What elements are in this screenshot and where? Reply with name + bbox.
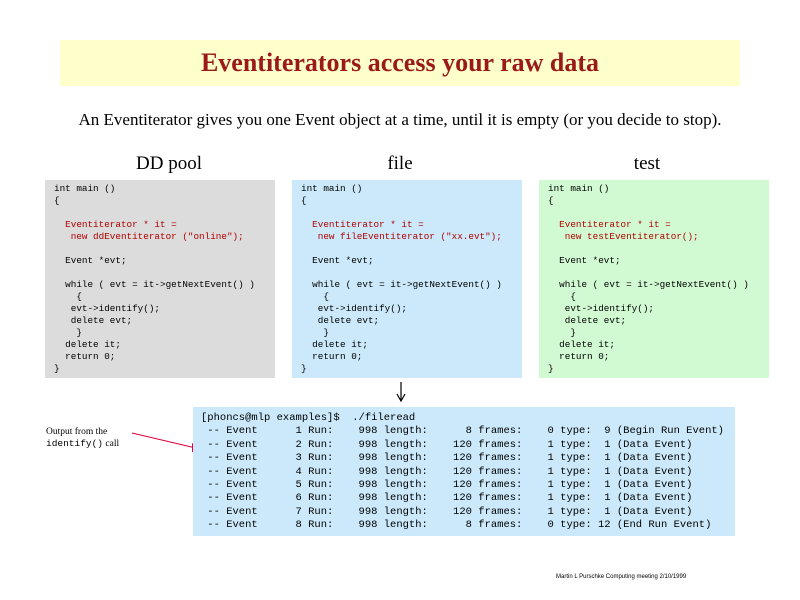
code-block-test — [539, 180, 769, 378]
code-line: int main () — [548, 183, 610, 194]
code-line: } — [548, 363, 554, 374]
code-line — [548, 267, 769, 279]
code-line: delete it; — [54, 339, 121, 350]
code-line: } — [54, 363, 60, 374]
code-line: delete it; — [548, 339, 615, 350]
code-line: } — [301, 363, 307, 374]
terminal-row: -- Event 7 Run: 998 length: 120 frames: 1 type: 1 (Data Event) — [201, 505, 693, 518]
code-line: Event *evt; — [54, 255, 127, 266]
terminal-row: -- Event 2 Run: 998 length: 120 frames: 1 type: 1 (Data Event) — [201, 438, 693, 451]
footer-credit: Martin L Purschke Computing meeting 2/10/1999 — [556, 574, 687, 580]
column-heading-test: test — [633, 153, 661, 174]
code-line — [301, 267, 522, 279]
code-line — [548, 207, 769, 219]
subtitle: An Eventiterator gives you one Event object at a time, until it is empty (or you decide to stop). — [78, 110, 722, 129]
code-line: { — [301, 291, 329, 302]
code-block-dd-pool — [45, 180, 275, 378]
code-line: delete evt; — [548, 315, 627, 326]
code-line: delete evt; — [301, 315, 380, 326]
code-line: return 0; — [54, 351, 116, 362]
code-line: Eventiterator * it = — [54, 219, 177, 230]
code-line: while ( evt = it->getNextEvent() ) — [54, 279, 255, 290]
terminal-output — [193, 407, 735, 536]
code-line: { — [54, 291, 82, 302]
code-line: new ddEventiterator ("online"); — [54, 231, 244, 242]
code-line: evt->identify(); — [54, 303, 161, 314]
column-heading-file: file — [387, 153, 413, 174]
terminal-row: -- Event 4 Run: 998 length: 120 frames: 1 type: 1 (Data Event) — [201, 465, 693, 478]
code-line: delete it; — [301, 339, 368, 350]
code-line: { — [54, 195, 60, 206]
code-line: { — [301, 195, 307, 206]
code-line: { — [548, 195, 554, 206]
code-line — [54, 243, 275, 255]
code-line: } — [54, 327, 82, 338]
code-line: return 0; — [301, 351, 363, 362]
terminal-row: -- Event 1 Run: 998 length: 8 frames: 0 type: 9 (Begin Run Event) — [201, 425, 724, 438]
code-line: } — [548, 327, 576, 338]
code-line: new fileEventiterator ("xx.evt"); — [301, 231, 502, 242]
down-arrow-icon — [395, 382, 407, 404]
terminal-row: -- Event 5 Run: 998 length: 120 frames: 1 type: 1 (Data Event) — [201, 479, 693, 492]
code-line: while ( evt = it->getNextEvent() ) — [301, 279, 502, 290]
output-label-suffix: call — [103, 439, 120, 449]
code-line: int main () — [301, 183, 363, 194]
code-line: evt->identify(); — [301, 303, 408, 314]
terminal-row: -- Event 6 Run: 998 length: 120 frames: 1 type: 1 (Data Event) — [201, 492, 693, 505]
code-line: while ( evt = it->getNextEvent() ) — [548, 279, 749, 290]
code-line: Eventiterator * it = — [548, 219, 671, 230]
code-line: new testEventiterator(); — [548, 231, 699, 242]
page-title: Eventiterators access your raw data — [200, 48, 600, 77]
code-line: delete evt; — [54, 315, 133, 326]
code-block-file — [292, 180, 522, 378]
code-line: { — [548, 291, 576, 302]
code-line: Event *evt; — [548, 255, 621, 266]
code-line: Eventiterator * it = — [301, 219, 424, 230]
column-heading-dd-pool: DD pool — [136, 153, 202, 174]
output-label-code: identify() — [46, 438, 104, 449]
code-line — [548, 243, 769, 255]
code-line — [54, 267, 275, 279]
code-line: int main () — [54, 183, 116, 194]
code-line: evt->identify(); — [548, 303, 655, 314]
title-bar — [60, 40, 740, 86]
code-line: Event *evt; — [301, 255, 374, 266]
code-line: } — [301, 327, 329, 338]
code-line: return 0; — [548, 351, 610, 362]
output-label-text: Output from the — [46, 427, 108, 437]
code-line — [54, 207, 275, 219]
terminal-row: -- Event 8 Run: 998 length: 8 frames: 0 type: 12 (End Run Event) — [201, 519, 712, 532]
terminal-command: [phoncs@mlp examples]$ ./fileread — [201, 412, 416, 424]
code-line — [301, 207, 522, 219]
terminal-row: -- Event 3 Run: 998 length: 120 frames: 1 type: 1 (Data Event) — [201, 452, 693, 465]
code-line — [301, 243, 522, 255]
